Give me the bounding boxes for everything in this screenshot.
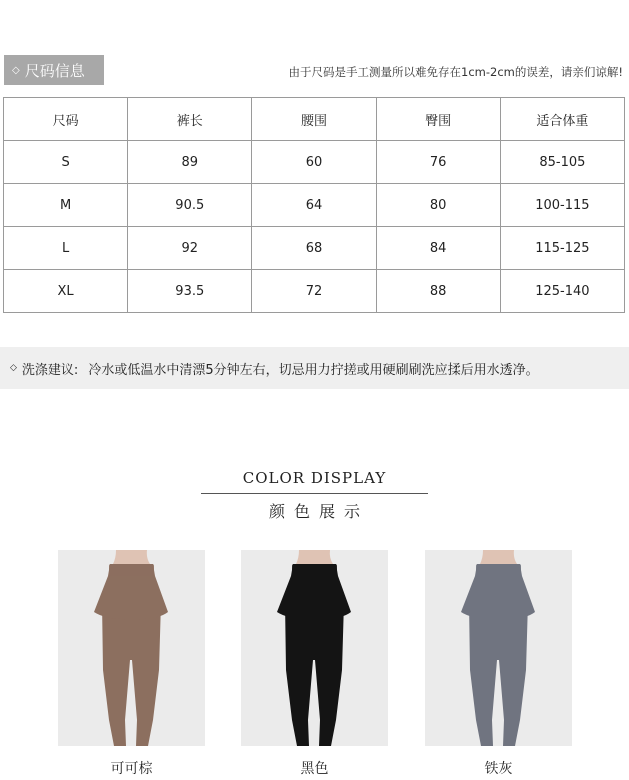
- table-cell: 64: [252, 184, 376, 227]
- table-row: [4, 141, 625, 184]
- color-name-grey: 铁灰: [484, 761, 513, 777]
- wash-label: 洗涤建议:: [21, 362, 79, 378]
- table-cell: XL: [4, 270, 128, 313]
- table-cell: 72: [252, 270, 376, 313]
- diamond-icon: ◇: [10, 363, 17, 373]
- wash-advice-bar: [0, 347, 629, 389]
- waistband-shape: [292, 564, 337, 576]
- size-info-label: 尺码信息: [24, 61, 85, 80]
- size-table: [3, 97, 625, 313]
- measurement-note: 由于尺码是手工测量所以难免存在1cm-2cm的误差，请亲们谅解!: [288, 65, 623, 79]
- header-cell: 腰围: [252, 98, 376, 141]
- table-cell: 92: [128, 227, 252, 270]
- table-cell: 85-105: [500, 141, 624, 184]
- product-image-black: [241, 550, 388, 746]
- table-cell: 88: [376, 270, 500, 313]
- header-cell: 尺码: [4, 98, 128, 141]
- leggings-shape: [285, 602, 344, 746]
- table-cell: M: [4, 184, 128, 227]
- diamond-icon: ◇: [12, 64, 20, 76]
- header-cell: 臀围: [376, 98, 500, 141]
- waistband-shape: [476, 564, 521, 576]
- wash-text: 冷水或低温水中清漂5分钟左右，切忌用力拧搓或用硬刷刷洗应揉后用水透净。: [88, 362, 539, 378]
- table-cell: 115-125: [500, 227, 624, 270]
- table-row: [4, 184, 625, 227]
- skin-shape: [296, 550, 333, 564]
- table-header-row: [4, 98, 625, 141]
- table-cell: 84: [376, 227, 500, 270]
- header-cell: 适合体重: [500, 98, 624, 141]
- table-cell: 76: [376, 141, 500, 184]
- color-name-brown: 可可棕: [110, 761, 153, 777]
- table-cell: 68: [252, 227, 376, 270]
- product-image-grey: [425, 550, 572, 746]
- table-row: [4, 227, 625, 270]
- product-image-brown: [58, 550, 205, 746]
- table-cell: 125-140: [500, 270, 624, 313]
- table-cell: 93.5: [128, 270, 252, 313]
- skin-shape: [480, 550, 517, 564]
- table-cell: S: [4, 141, 128, 184]
- waistband-shape: [109, 564, 154, 576]
- skin-shape: [113, 550, 150, 564]
- title-divider: [201, 493, 428, 494]
- table-cell: 89: [128, 141, 252, 184]
- table-cell: 100-115: [500, 184, 624, 227]
- color-display-title: COLOR DISPLAY: [242, 469, 387, 487]
- size-info-tag: [4, 55, 104, 85]
- header-cell: 裤长: [128, 98, 252, 141]
- color-name-black: 黑色: [300, 761, 329, 777]
- table-row: [4, 270, 625, 313]
- leggings-shape: [102, 602, 161, 746]
- table-cell: L: [4, 227, 128, 270]
- color-display-subtitle: 颜色展示: [268, 502, 369, 521]
- table-cell: 90.5: [128, 184, 252, 227]
- table-cell: 60: [252, 141, 376, 184]
- table-cell: 80: [376, 184, 500, 227]
- leggings-shape: [469, 602, 528, 746]
